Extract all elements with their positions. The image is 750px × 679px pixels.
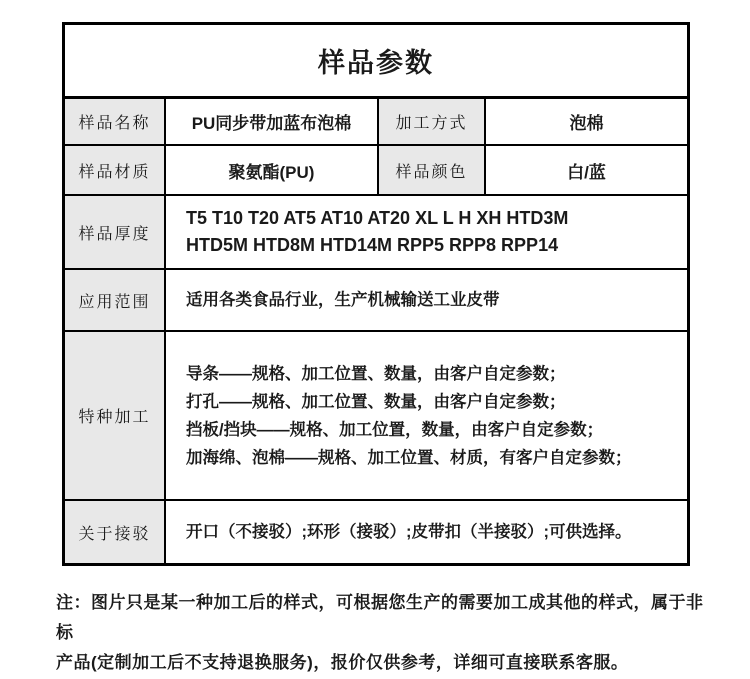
thickness-line: HTD5M HTD8M HTD14M RPP5 RPP8 RPP14 xyxy=(186,235,559,255)
sample-thickness-label: 样品厚度 xyxy=(65,196,166,268)
sample-material-label: 样品材质 xyxy=(65,146,166,194)
joint-value xyxy=(166,501,687,563)
application-scope-value xyxy=(166,270,687,330)
sample-thickness-value xyxy=(166,196,687,268)
special-processing-line: 打孔——规格、加工位置、数量，由客户自定参数； xyxy=(186,392,566,411)
thickness-line: T5 T10 T20 AT5 AT10 AT20 XL L H XH HTD3M xyxy=(186,208,569,228)
application-scope-label: 应用范围 xyxy=(65,270,166,330)
special-processing-value xyxy=(166,332,687,499)
sample-material-value: 聚氨酯(PU) xyxy=(166,146,379,194)
table-row-material-color xyxy=(65,144,687,194)
table-row-application xyxy=(65,268,687,330)
sample-parameters-table xyxy=(62,22,690,566)
process-method-label: 加工方式 xyxy=(379,99,486,144)
table-row-special-processing xyxy=(65,330,687,499)
sample-name-label: 样品名称 xyxy=(65,99,166,144)
application-line: 适用各类食品行业，生产机械输送工业皮带 xyxy=(186,291,500,309)
footnote xyxy=(56,588,704,678)
special-processing-line: 加海绵、泡棉——规格、加工位置、材质，有客户自定参数； xyxy=(186,448,632,467)
joint-line: 开口（不接驳）;环形（接驳）;皮带扣（半接驳）;可供选择。 xyxy=(186,523,632,541)
table-row-name-process xyxy=(65,96,687,144)
special-processing-line: 挡板/挡块——规格、加工位置，数量，由客户自定参数； xyxy=(186,420,604,439)
footnote-line: 产品(定制加工后不支持退换服务)，报价仅供参考，详细可直接联系客服。 xyxy=(56,653,629,672)
table-row-thickness xyxy=(65,194,687,268)
process-method-value: 泡棉 xyxy=(569,114,604,133)
sample-name-value: PU同步带加蓝布泡棉 xyxy=(166,99,379,144)
sample-color-value: 白/蓝 xyxy=(567,162,606,182)
special-processing-line: 导条——规格、加工位置、数量，由客户自定参数； xyxy=(186,364,566,383)
special-processing-label: 特种加工 xyxy=(65,332,166,499)
table-title: 样品参数 xyxy=(318,48,434,78)
table-row-joint xyxy=(65,499,687,563)
joint-label: 关于接驳 xyxy=(65,501,166,563)
footnote-line: 注：图片只是某一种加工后的样式，可根据您生产的需要加工成其他的样式，属于非标 xyxy=(56,593,704,642)
sample-color-label: 样品颜色 xyxy=(379,146,486,194)
